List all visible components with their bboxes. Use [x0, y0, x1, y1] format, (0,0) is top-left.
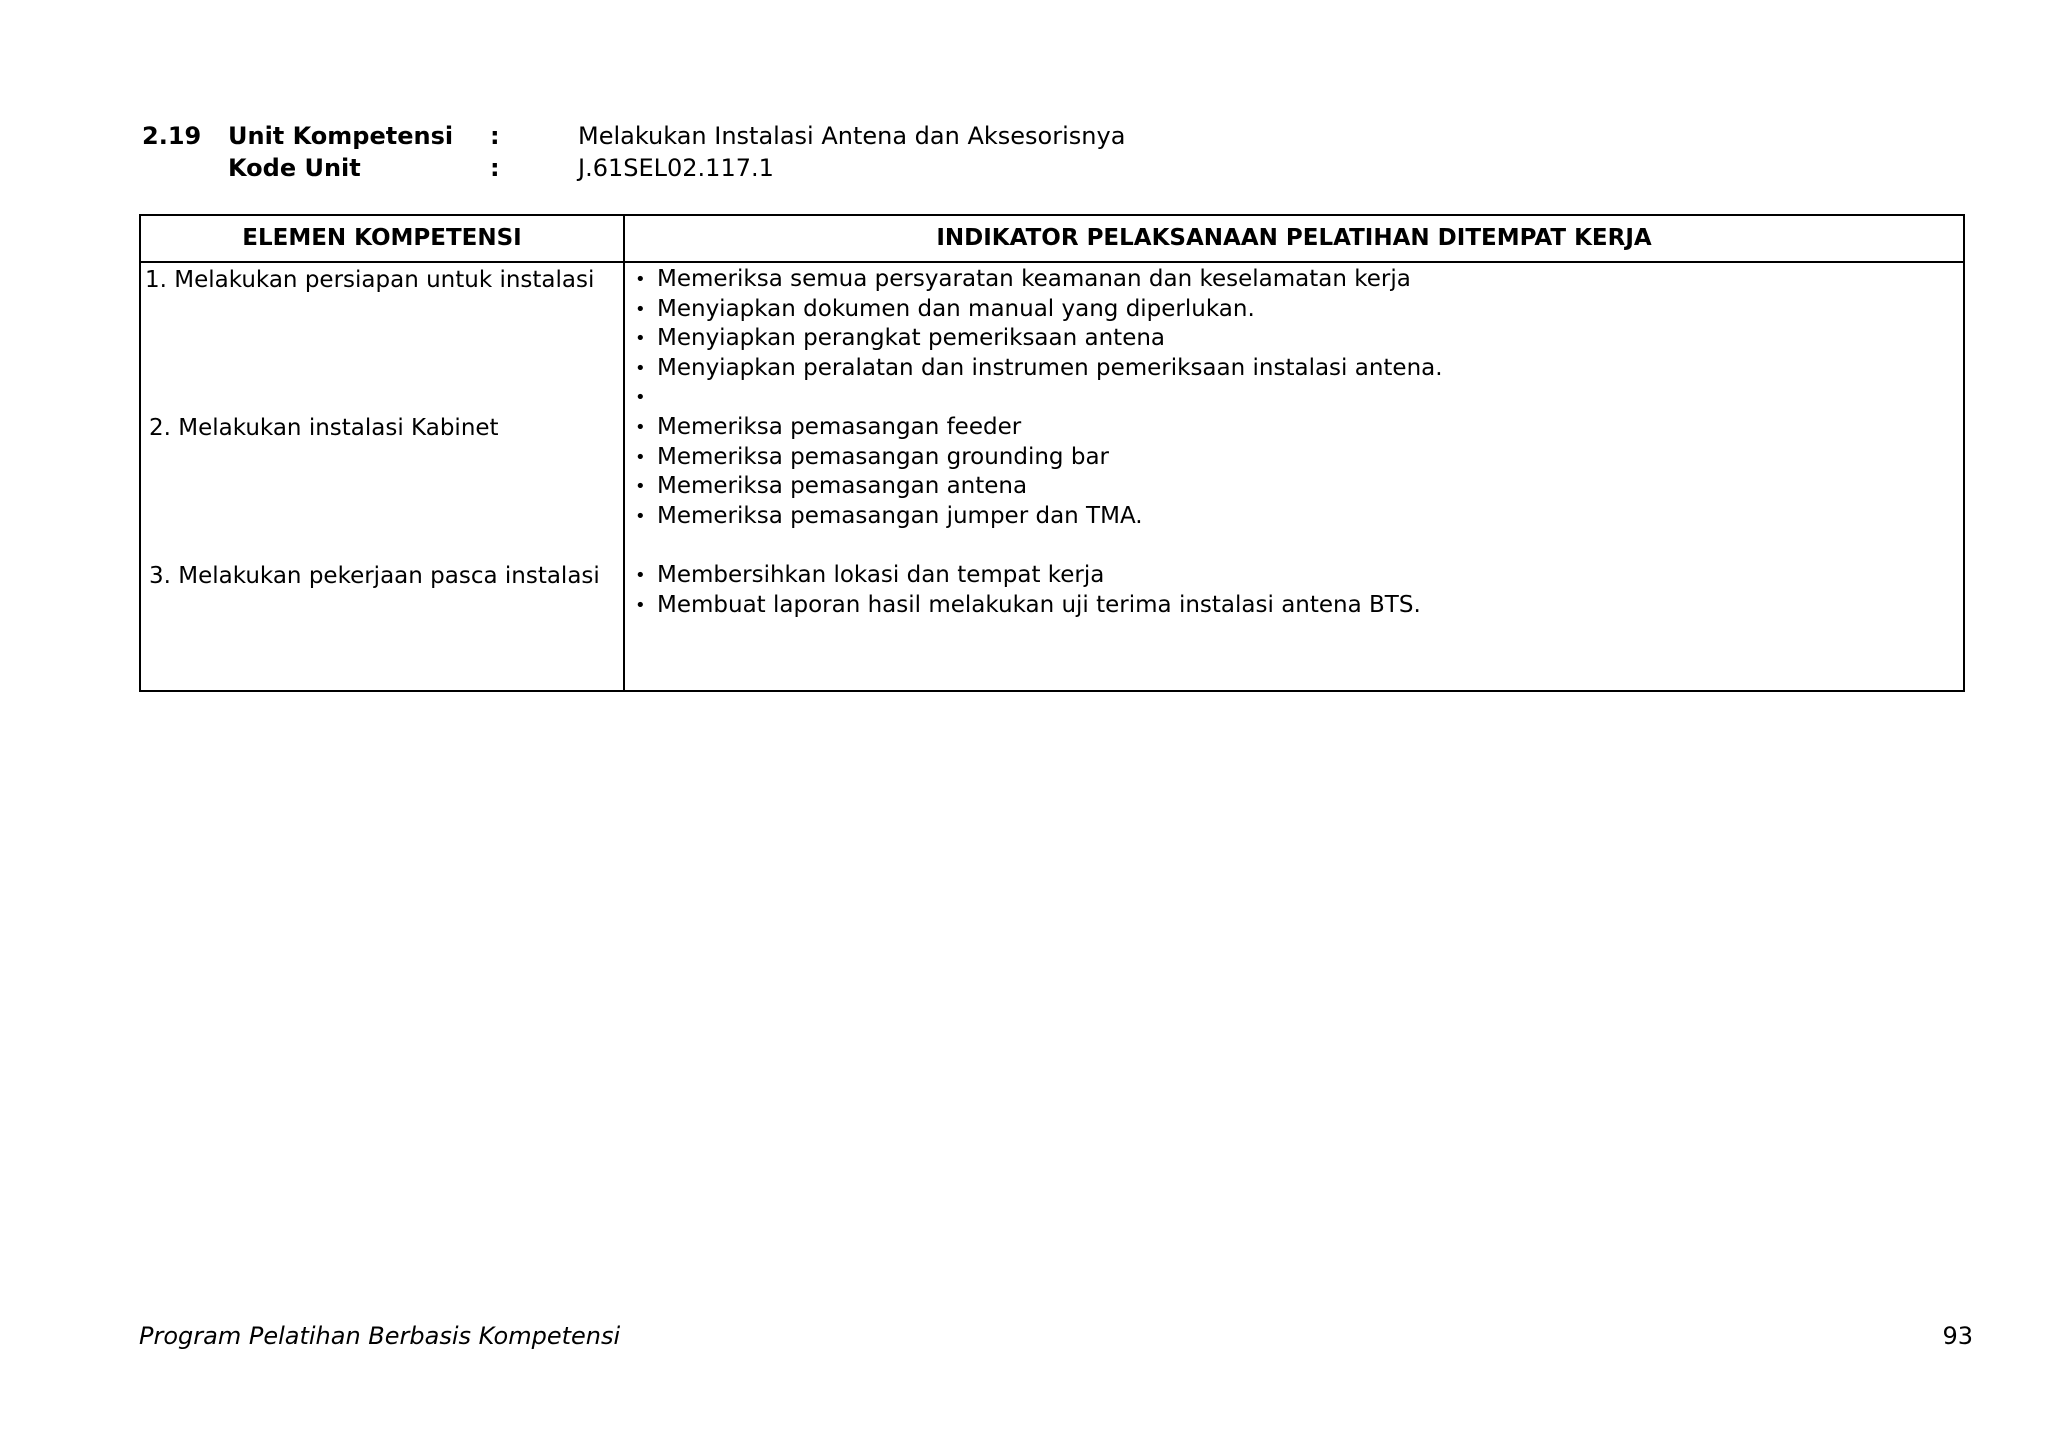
indicator-text: Memeriksa semua persyaratan keamanan dan keselamatan kerja	[657, 266, 1411, 292]
indicator-text: Menyiapkan dokumen dan manual yang diperlukan.	[657, 295, 1255, 322]
bullet-icon: •	[635, 328, 646, 349]
list-item	[635, 295, 1443, 325]
list-item	[635, 443, 1143, 473]
list-item	[635, 413, 1143, 443]
code-colon: :	[490, 154, 500, 182]
page-number: 93	[1942, 1322, 1973, 1350]
indicator-text: Memeriksa pemasangan jumper dan TMA.	[657, 502, 1143, 529]
column-divider	[623, 216, 625, 690]
indicator-text: Memeriksa pemasangan feeder	[657, 414, 1022, 440]
bullet-icon: •	[635, 446, 646, 468]
indicator-text: Menyiapkan peralatan dan instrumen pemeriksaan instalasi antena.	[657, 354, 1443, 381]
indicator-text: Menyiapkan perangkat pemeriksaan antena	[657, 325, 1166, 351]
unit-colon: :	[490, 122, 500, 150]
column-header-elemen: ELEMEN KOMPETENSI	[242, 225, 522, 251]
bullet-icon: •	[635, 594, 646, 616]
indicator-text: Memeriksa pemasangan grounding bar	[657, 443, 1109, 470]
list-item	[635, 324, 1443, 354]
bullet-icon: •	[635, 505, 646, 527]
column-header-indikator: INDIKATOR PELAKSANAAN PELATIHAN DITEMPAT KERJA	[936, 225, 1652, 251]
indicator-list-3	[635, 561, 1421, 620]
unit-code: J.61SEL02.117.1	[578, 154, 774, 182]
list-item	[635, 354, 1443, 384]
bullet-icon: •	[635, 269, 646, 290]
footer-program-title: Program Pelatihan Berbasis Kompetensi	[139, 1322, 621, 1350]
code-label: Kode Unit	[228, 154, 361, 182]
element-2: 2. Melakukan instalasi Kabinet	[149, 415, 499, 441]
unit-label: Unit Kompetensi	[228, 122, 454, 150]
section-number: 2.19	[142, 122, 202, 150]
bullet-icon: •	[635, 387, 646, 408]
bullet-icon: •	[635, 476, 646, 497]
table-header-row	[141, 216, 1963, 263]
indicator-text: Memeriksa pemasangan antena	[657, 473, 1028, 499]
bullet-icon: •	[635, 565, 646, 586]
indicator-text: Membuat laporan hasil melakukan uji terima instalasi antena BTS.	[657, 591, 1421, 618]
unit-title: Melakukan Instalasi Antena dan Aksesorisnya	[578, 122, 1126, 150]
list-item	[635, 591, 1421, 621]
bullet-icon: •	[635, 357, 646, 379]
element-1: 1. Melakukan persiapan untuk instalasi	[145, 267, 595, 293]
bullet-icon: •	[635, 298, 646, 320]
indicator-list-1	[635, 265, 1443, 413]
list-item	[635, 561, 1421, 591]
list-item	[635, 265, 1443, 295]
list-item	[635, 472, 1143, 502]
competency-table	[139, 214, 1965, 692]
bullet-icon: •	[635, 417, 646, 438]
list-item	[635, 383, 1443, 413]
indicator-text: Membersihkan lokasi dan tempat kerja	[657, 562, 1105, 588]
list-item	[635, 502, 1143, 532]
element-3: 3. Melakukan pekerjaan pasca instalasi	[149, 563, 600, 589]
indicator-list-2	[635, 413, 1143, 531]
